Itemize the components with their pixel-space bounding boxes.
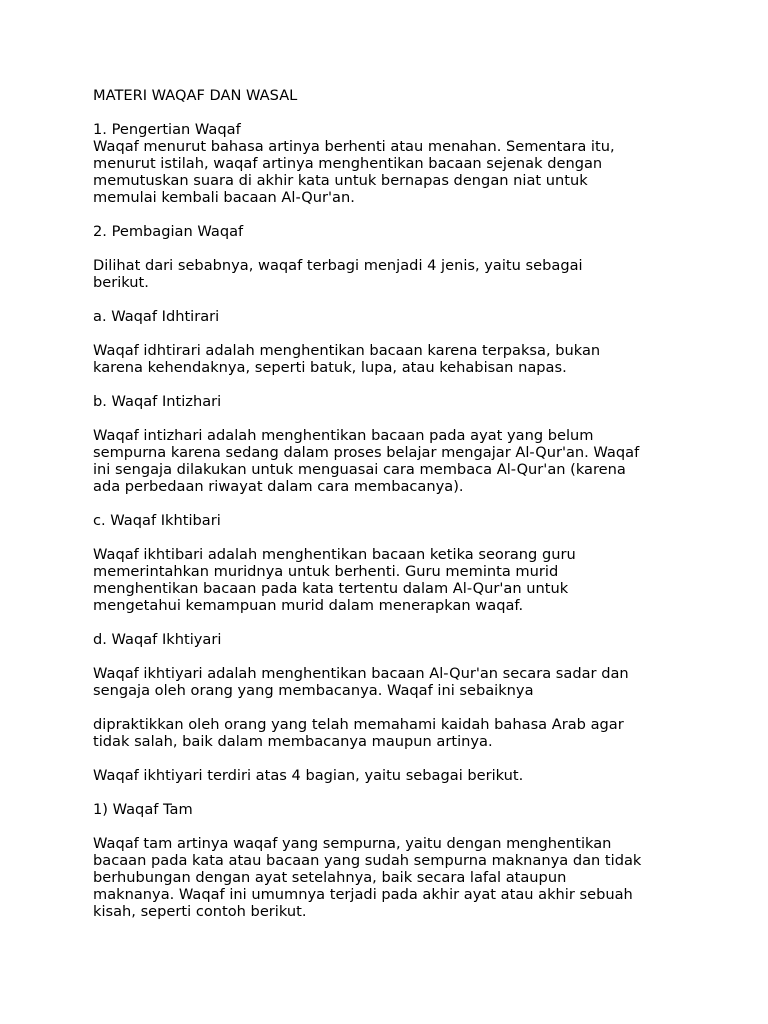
text-line: berikut. xyxy=(93,274,149,291)
text-line: berhubungan dengan ayat setelahnya, baik secara lafal ataupun xyxy=(93,869,567,886)
subsection-heading: c. Waqaf Ikhtibari xyxy=(93,512,221,529)
text-line: Waqaf tam artinya waqaf yang sempurna, yaitu dengan menghentikan xyxy=(93,835,612,852)
subsection-heading: a. Waqaf Idhtirari xyxy=(93,308,220,325)
section-heading: 2. Pembagian Waqaf xyxy=(93,223,244,240)
text-line: sengaja oleh orang yang membacanya. Waqaf ini sebaiknya xyxy=(93,682,534,699)
paragraph xyxy=(93,546,693,614)
subsection-heading: d. Waqaf Ikhtiyari xyxy=(93,631,222,648)
text-line: ada perbedaan riwayat dalam cara membacanya). xyxy=(93,478,464,495)
text-line: ini sengaja dilakukan untuk menguasai cara membaca Al-Qur'an (karena xyxy=(93,461,626,478)
subsection-heading: 1) Waqaf Tam xyxy=(93,801,193,818)
text-line: dipraktikkan oleh orang yang telah memahami kaidah bahasa Arab agar xyxy=(93,716,624,733)
text-line: maknanya. Waqaf ini umumnya terjadi pada akhir ayat atau akhir sebuah xyxy=(93,886,633,903)
paragraph xyxy=(93,767,693,784)
text-line: menghentikan bacaan pada kata tertentu dalam Al-Qur'an untuk xyxy=(93,580,569,597)
text-line: Waqaf ikhtiyari terdiri atas 4 bagian, yaitu sebagai berikut. xyxy=(93,767,524,784)
paragraph xyxy=(93,716,693,750)
paragraph xyxy=(93,257,693,291)
text-line: Waqaf ikhtibari adalah menghentikan bacaan ketika seorang guru xyxy=(93,546,576,563)
text-line: memutuskan suara di akhir kata untuk bernapas dengan niat untuk xyxy=(93,172,588,189)
text-line: Dilihat dari sebabnya, waqaf terbagi menjadi 4 jenis, yaitu sebagai xyxy=(93,257,583,274)
paragraph xyxy=(93,427,693,495)
text-line: bacaan pada kata atau bacaan yang sudah sempurna maknanya dan tidak xyxy=(93,852,642,869)
section-heading: 1. Pengertian Waqaf xyxy=(93,121,241,138)
text-line: menurut istilah, waqaf artinya menghentikan bacaan sejenak dengan xyxy=(93,155,603,172)
subsection-heading: b. Waqaf Intizhari xyxy=(93,393,222,410)
document-page xyxy=(93,87,693,937)
text-line: Waqaf intizhari adalah menghentikan bacaan pada ayat yang belum xyxy=(93,427,594,444)
text-line: Waqaf ikhtiyari adalah menghentikan bacaan Al-Qur'an secara sadar dan xyxy=(93,665,629,682)
text-line: karena kehendaknya, seperti batuk, lupa, atau kehabisan napas. xyxy=(93,359,567,376)
paragraph xyxy=(93,342,693,376)
text-line: tidak salah, baik dalam membacanya maupun artinya. xyxy=(93,733,493,750)
text-line: sempurna karena sedang dalam proses belajar mengajar Al-Qur'an. Waqaf xyxy=(93,444,640,461)
paragraph xyxy=(93,665,693,699)
paragraph xyxy=(93,835,693,920)
text-line: memerintahkan muridnya untuk berhenti. Guru meminta murid xyxy=(93,563,559,580)
text-line: Waqaf idhtirari adalah menghentikan bacaan karena terpaksa, bukan xyxy=(93,342,601,359)
section-pengertian xyxy=(93,121,693,206)
text-line: Waqaf menurut bahasa artinya berhenti atau menahan. Sementara itu, xyxy=(93,138,615,155)
text-line: kisah, seperti contoh berikut. xyxy=(93,903,307,920)
document-title: MATERI WAQAF DAN WASAL xyxy=(93,87,298,104)
text-line: mengetahui kemampuan murid dalam menerapkan waqaf. xyxy=(93,597,524,614)
text-line: memulai kembali bacaan Al-Qur'an. xyxy=(93,189,355,206)
